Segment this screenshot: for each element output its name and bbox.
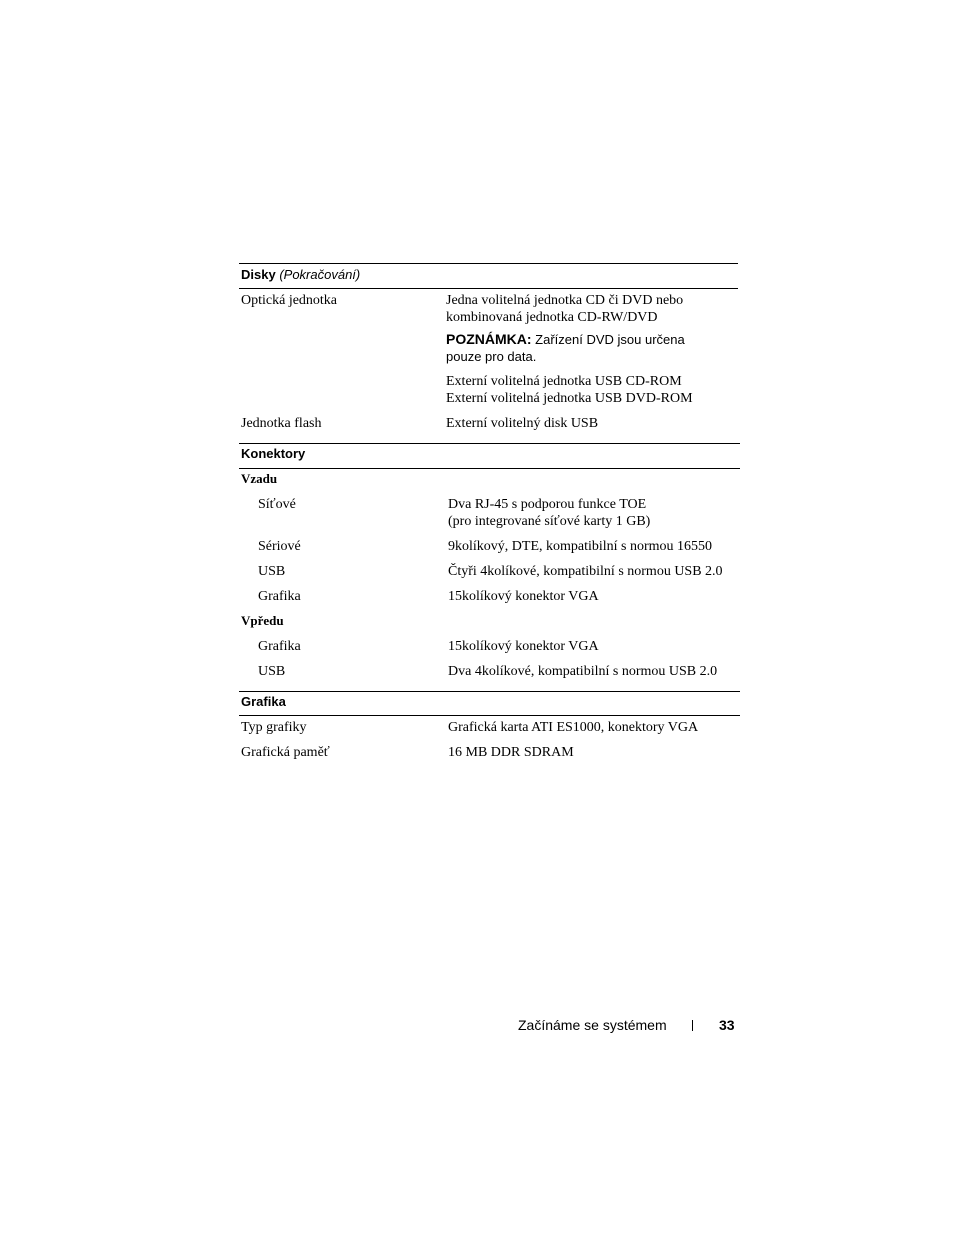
note-text-line2: pouze pro data. <box>446 349 537 364</box>
front-row-label: Grafika <box>258 639 301 654</box>
disky-title: Disky <box>241 267 276 282</box>
disky-continued: (Pokračování) <box>279 267 361 282</box>
konektory-heading-rule <box>239 468 740 469</box>
front-row-value: Dva 4kolíkové, kompatibilní s normou USB 2.0 <box>448 664 718 679</box>
konektory-heading: Konektory <box>241 446 306 461</box>
rear-row-label: Sériové <box>258 539 301 554</box>
rear-row-value: 9kolíkový, DTE, kompatibilní s normou 16550 <box>448 539 713 554</box>
flash-drive-value: Externí volitelný disk USB <box>446 416 599 431</box>
grafika-top-rule <box>239 691 740 692</box>
front-subheading: Vpředu <box>241 613 284 628</box>
graphics-row-label: Typ grafiky <box>241 720 307 735</box>
flash-drive-label: Jednotka flash <box>241 416 322 431</box>
rear-row-value: 15kolíkový konektor VGA <box>448 589 599 604</box>
disky-heading-rule <box>239 288 738 289</box>
graphics-row-label: Grafická paměť <box>241 745 330 760</box>
disky-top-rule <box>239 263 738 264</box>
rear-row-label: Grafika <box>258 589 301 604</box>
note-label: POZNÁMKA: <box>446 331 532 347</box>
footer-section-title: Začínáme se systémem <box>518 1017 667 1033</box>
rear-row-value <box>448 496 650 530</box>
optical-drive-value-line1: Jedna volitelná jednotka CD či DVD nebo <box>446 293 684 308</box>
graphics-row-value: 16 MB DDR SDRAM <box>448 745 574 760</box>
rear-row-value-line1: Dva RJ-45 s podporou funkce TOE <box>448 497 647 512</box>
note-text-line1: Zařízení DVD jsou určena <box>535 332 685 347</box>
rear-row-label: Síťové <box>258 497 296 512</box>
external-drive-line1: Externí volitelná jednotka USB CD-ROM <box>446 374 682 389</box>
optical-drive-label: Optická jednotka <box>241 293 338 308</box>
rear-row-value-line2: (pro integrované síťové karty 1 GB) <box>448 514 651 529</box>
optical-drive-value-line2: kombinovaná jednotka CD-RW/DVD <box>446 310 658 325</box>
disky-heading <box>241 267 360 282</box>
grafika-heading: Grafika <box>241 694 286 709</box>
rear-row-label: USB <box>258 564 286 579</box>
external-drive-line2: Externí volitelná jednotka USB DVD-ROM <box>446 391 693 406</box>
front-row-label: USB <box>258 664 286 679</box>
graphics-row-value: Grafická karta ATI ES1000, konektory VGA <box>448 720 699 735</box>
rear-subheading: Vzadu <box>241 471 278 486</box>
footer-divider <box>692 1020 693 1031</box>
dvd-note <box>446 331 685 365</box>
external-drives-value <box>446 373 693 407</box>
front-row-value: 15kolíkový konektor VGA <box>448 639 599 654</box>
rear-row-value: Čtyři 4kolíkové, kompatibilní s normou USB 2.0 <box>448 564 723 579</box>
konektory-top-rule <box>239 443 740 444</box>
grafika-heading-rule <box>239 715 740 716</box>
optical-drive-value <box>446 292 683 326</box>
page-number: 33 <box>719 1017 735 1033</box>
